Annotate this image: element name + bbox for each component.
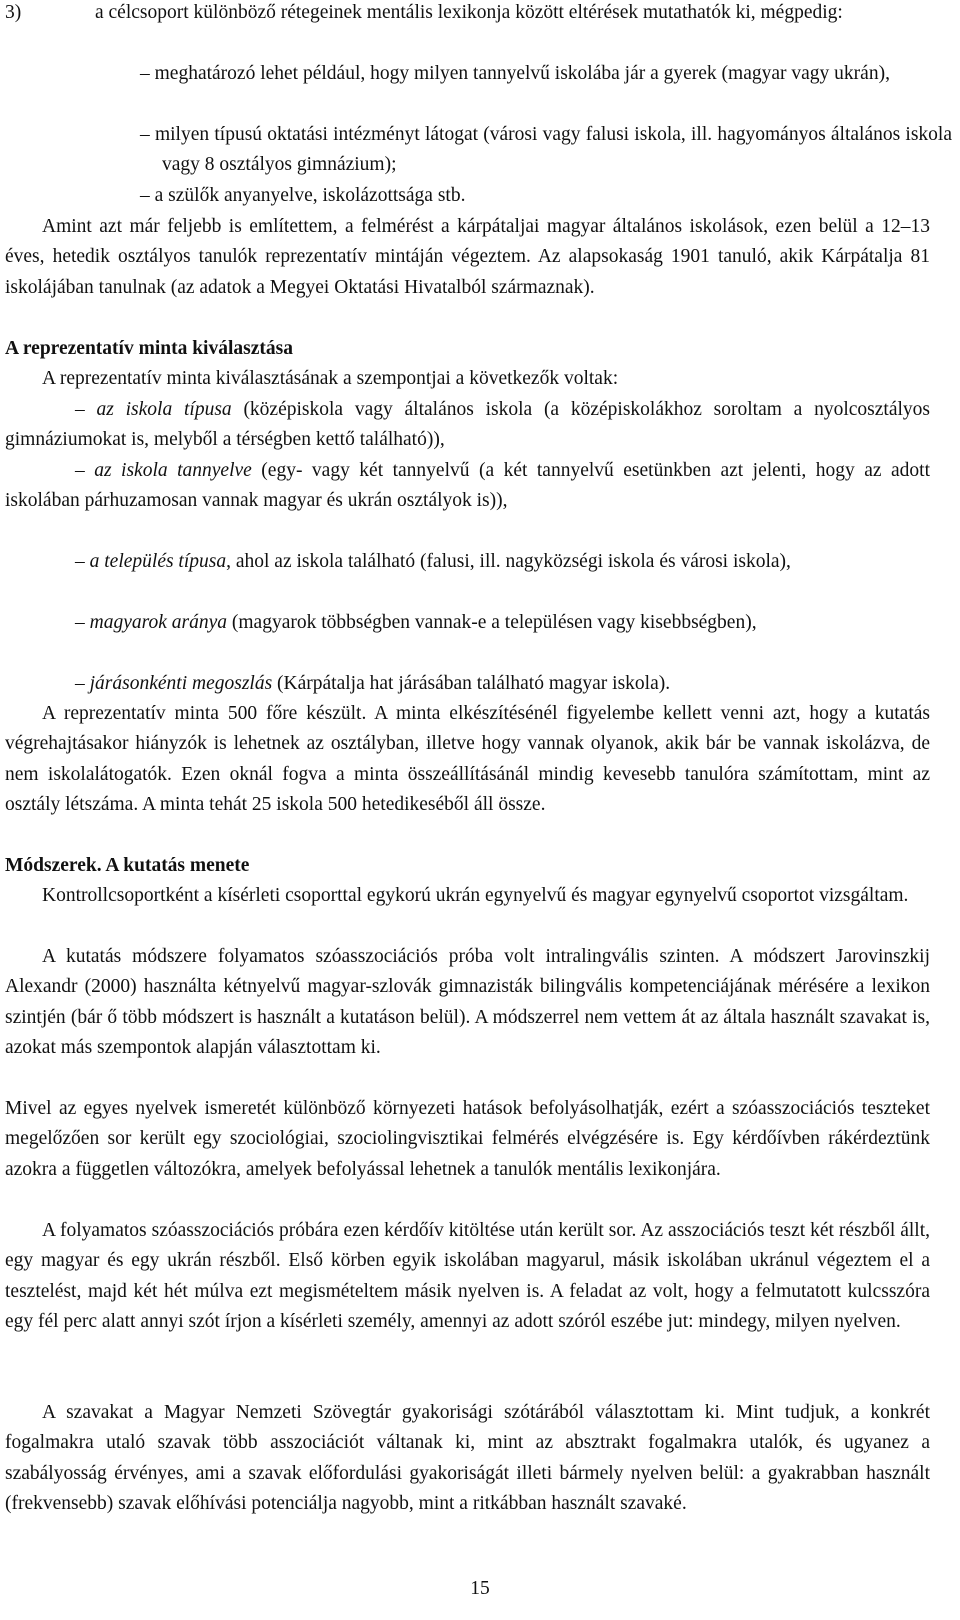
criteria-rest: (Kárpátalja hat járásában található magyar iskola). [272, 673, 671, 694]
criteria-term: az iskola típusa [96, 399, 232, 420]
criteria-rest: (középiskola vagy általános iskola (a középiskolákhoz soroltam a nyolcosztályos gimnáziumokat is, melyből a térségben kettő található)), [5, 399, 931, 451]
paragraph-sample-size: A reprezentatív minta 500 főre készült. A minta elkészítésénél figyelembe kellett venni azt, hogy a kutatás végrehajtásakor hiányzók is lehetnek az osztályban, illetve hogy vannak olyanok, akik bár be vannak iskolázva, de nem iskolalátogatók. Ezen oknál fogva a minta összeállításánál mindig kevesebb tanulóra számítottam, mint az osztály létszáma. A minta tehát 25 iskola 500 hetedikeséből áll össze. [5, 703, 930, 816]
criteria-rest: (egy- vagy két tannyelvű (a két tannyelvű esetünkben azt jelenti, hogy az adott iskolában párhuzamosan vannak magyar és ukrán osztályok is)), [5, 460, 930, 512]
criteria-term: az iskola tannyelve [94, 460, 252, 481]
intro-point [5, 0, 930, 28]
page-number: 15 [470, 1578, 490, 1599]
criteria-item: – a település típusa, ahol az iskola található (falusi, ill. nagyközségi iskola és városi iskola), [75, 551, 791, 572]
paragraph-survey: Amint azt már feljebb is említettem, a felmérést a kárpátaljai magyar általános iskolások, ezen belül a 12–13 éves, hetedik osztályos tanulók reprezentatív mintáján végeztem. Az alapsokaság 1901 tanuló, akik Kárpátalja 81 iskolájában tanulnak (az adatok a Megyei Oktatási Hivatalból származnak). [5, 216, 930, 298]
heading-sample: A reprezentatív minta kiválasztása [5, 338, 293, 359]
criteria-item: – járásonkénti megoszlás (Kárpátalja hat járásában található magyar iskola). [75, 673, 671, 694]
intro-item: – meghatározó lehet például, hogy milyen tannyelvű iskolába jár a gyerek (magyar vagy ukrán), [140, 63, 890, 84]
paragraph-words: A szavakat a Magyar Nemzeti Szövegtár gyakorisági szótárából választottam ki. Mint tudjuk, a konkrét fogalmakra utaló szavak több asszociációt váltanak ki, mint az absztrakt fogalmakra utalók, és ugyanez a szabályosság érvényes, ami a szavak előfordulási gyakoriságát illeti bármely nyelven belül: a gyakrabban használt (frekvensebb) szavak előhívási potenciálja nagyobb, mint a ritkábban használt szavaké. [5, 1402, 930, 1515]
criteria-term: járásonkénti megoszlás [89, 673, 273, 694]
intro-text: a célcsoport különböző rétegeinek mentális lexikonja között eltérések mutathatók ki, mégpedig: [95, 2, 843, 23]
criteria-term: a település típusa [89, 551, 227, 572]
criteria-term: magyarok aránya [89, 612, 228, 633]
heading-methods: Módszerek. A kutatás menete [5, 855, 250, 876]
intro-item: – a szülők anyanyelve, iskolázottsága stb. [140, 185, 466, 206]
criteria-item: – magyarok aránya (magyarok többségben vannak-e a településen vagy kisebbségben), [75, 612, 757, 633]
paragraph-method: A kutatás módszere folyamatos szóasszociációs próba volt intralingvális szinten. A módszert Jarovinszkij Alexandr (2000) használta kétnyelvű magyar-szlovák gimnazisták bilingvális kompetenciájának mérésére a lexikon szintjén (bár ő több módszert is használt a kutatáson belül). A módszerrel nem vettem át az általa használt szavakat is, azokat más szempontok alapján választottam ki. [5, 946, 930, 1059]
intro-item: – milyen típusú oktatási intézményt látogat (városi vagy falusi iskola, ill. hagyományos általános iskola vagy 8 osztályos gimnázium); [140, 124, 952, 176]
paragraph-environment: Mivel az egyes nyelvek ismeretét különböző környezeti hatások befolyásolhatják, ezért a szóasszociációs teszteket megelőzően sor került egy szociológiai, szociolingvisztikai felmérés elvégzésére is. Egy kérdőívben rákérdeztünk azokra a független változókra, amelyek befolyással lehetnek a tanulók mentális lexikonjára. [5, 1098, 930, 1180]
criteria-rest: (magyarok többségben vannak-e a településen vagy kisebbségben), [227, 612, 757, 633]
criteria-rest: , ahol az iskola található (falusi, ill. nagyközségi iskola és városi iskola), [226, 551, 791, 572]
criteria-item: – az iskola tannyelve (egy- vagy két tannyelvű (a két tannyelvű esetünkben azt jelenti, hogy az adott iskolában párhuzamosan vannak magyar és ukrán osztályok is)), [5, 460, 930, 512]
paragraph-test: A folyamatos szóasszociációs próbára ezen kérdőív kitöltése után került sor. Az asszociációs teszt két részből állt, egy magyar és egy ukrán részből. Első körben egyik iskolában magyarul, másik iskolában ukránul végeztem el a tesztelést, majd két hét múlva ezt megismételtem másik nyelven is. A feladat az volt, hogy a felmutatott kulcsszóra egy fél perc alatt annyi szót írjon a kísérleti személy, amennyi az adott szóról eszébe jut: mindegy, milyen nyelven. [5, 1220, 930, 1333]
intro-number: 3) [5, 2, 22, 23]
paragraph-control-group: Kontrollcsoportként a kísérleti csoporttal egykorú ukrán egynyelvű és magyar egynyelvű csoportot vizsgáltam. [42, 885, 909, 906]
paragraph-criteria-intro: A reprezentatív minta kiválasztásának a szempontjai a következők voltak: [42, 368, 619, 389]
criteria-item: – az iskola típusa (középiskola vagy általános iskola (a középiskolákhoz soroltam a nyolcosztályos gimnáziumokat is, melyből a térségben kettő található)), [5, 399, 931, 451]
